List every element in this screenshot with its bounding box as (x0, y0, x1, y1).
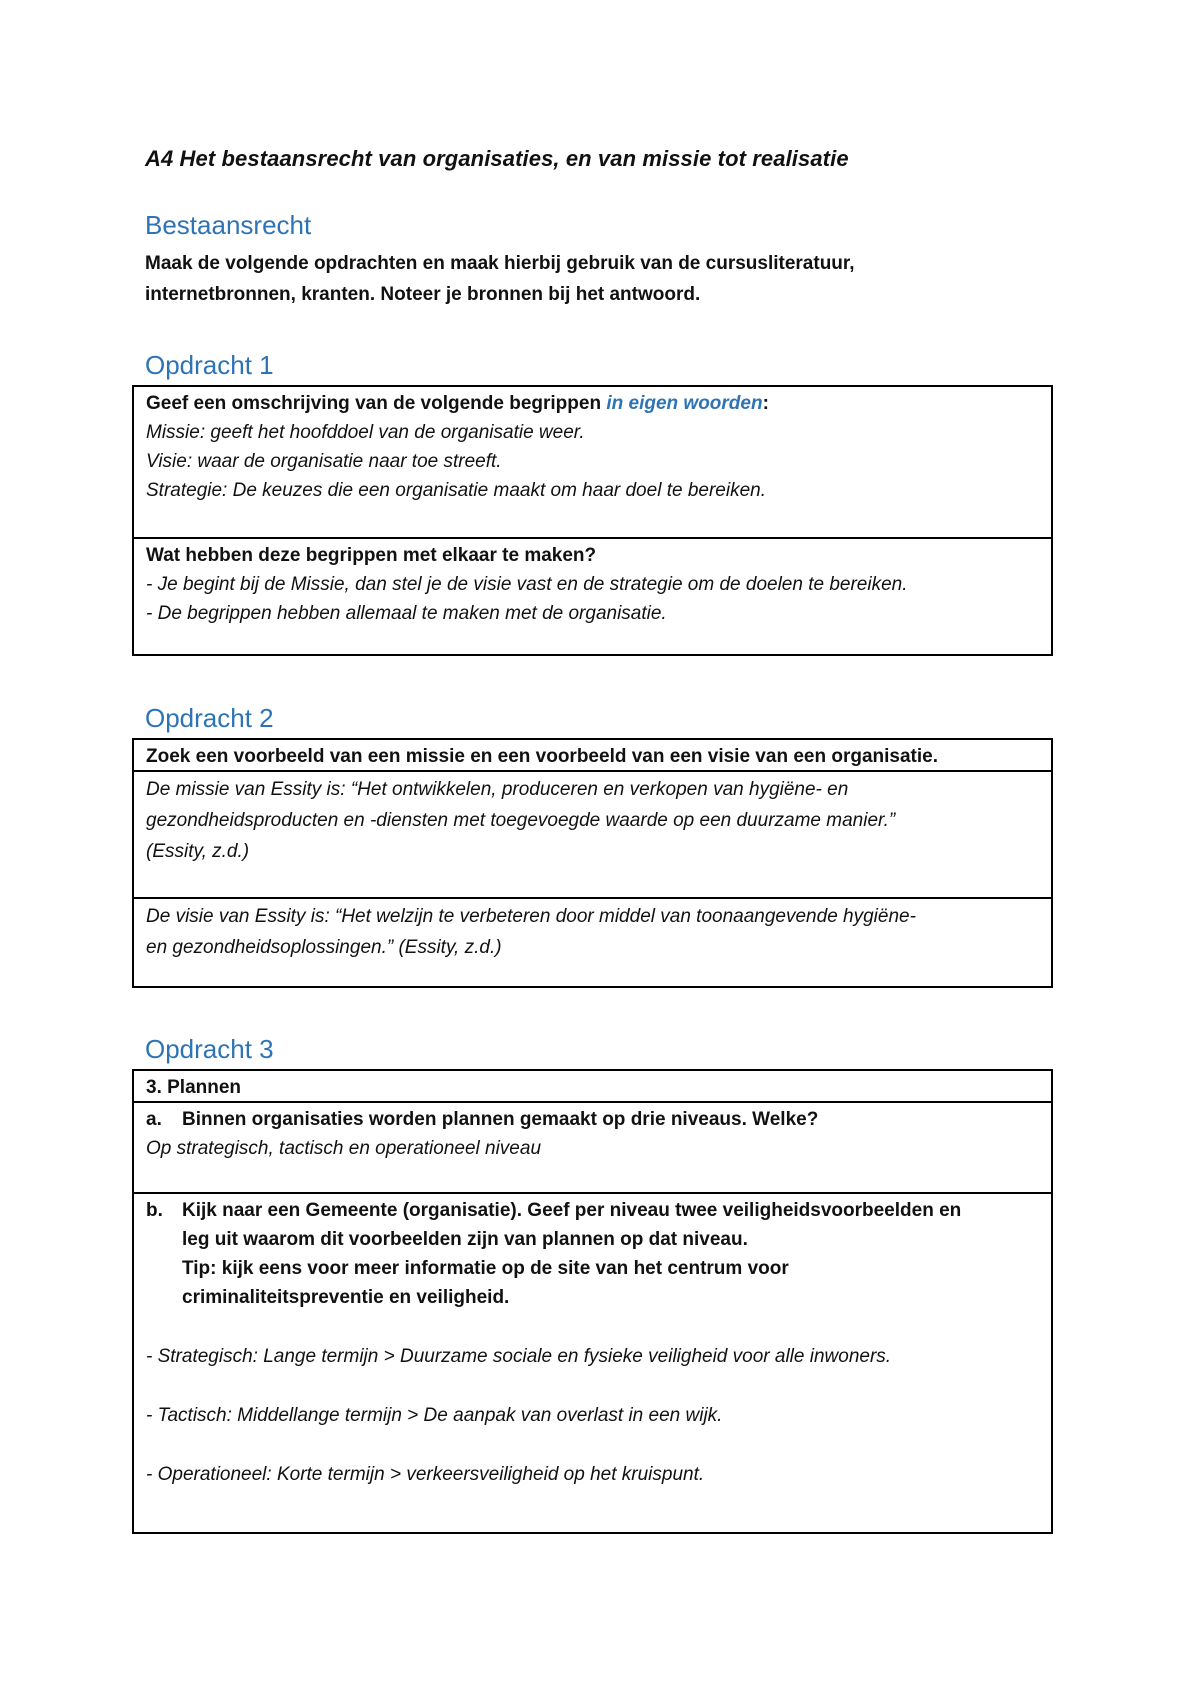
opdracht-3-cell-header (134, 1071, 1051, 1103)
intro-paragraph (145, 248, 1045, 310)
list-marker: a. (146, 1109, 162, 1130)
opdracht-2-cell-question (134, 740, 1051, 772)
answer-line: Op strategisch, tactisch en operationeel niveau (146, 1138, 542, 1159)
question: Zoek een voorbeeld van een missie en een voorbeeld van een visie van een organisatie. (146, 746, 938, 767)
opdracht-3-heading: Opdracht 3 (145, 1034, 274, 1064)
answer-line: De missie van Essity is: “Het ontwikkelen, produceren en verkopen van hygiëne- en (146, 779, 849, 800)
answer-line: - Je begint bij de Missie, dan stel je de visie vast en de strategie om de doelen te bereiken. (146, 574, 908, 595)
intro-line: Maak de volgende opdrachten en maak hierbij gebruik van de cursusliteratuur, (145, 253, 855, 274)
answer-line: en gezondheidsoplossingen.” (Essity, z.d.) (146, 937, 502, 958)
opdracht-2-cell-visie (134, 899, 1051, 963)
question (182, 1196, 1040, 1312)
table-header: 3. Plannen (146, 1077, 242, 1098)
question (146, 389, 1040, 418)
answer-line: gezondheidsproducten en -diensten met toegevoegde waarde op een duurzame manier.” (146, 810, 896, 831)
intro-line: internetbronnen, kranten. Noteer je bronnen bij het antwoord. (145, 284, 701, 305)
question-text: Geef een omschrijving van de volgende begrippen (146, 393, 607, 414)
opdracht-1-table (132, 385, 1053, 656)
opdracht-3-table (132, 1069, 1053, 1534)
list-marker: b. (146, 1200, 163, 1221)
section-heading: Bestaansrecht (145, 210, 312, 240)
list-item-b (146, 1196, 1040, 1312)
opdracht-2-cell-missie (134, 772, 1051, 899)
opdracht-3-cell-b (134, 1194, 1051, 1489)
opdracht-1-cell-begrippen (134, 387, 1051, 539)
answer-line: - Operationeel: Korte termijn > verkeersveiligheid op het kruispunt. (146, 1464, 705, 1485)
opdracht-1-heading: Opdracht 1 (145, 350, 274, 380)
list-item-a (146, 1105, 1040, 1134)
opdracht-3-cell-a (134, 1103, 1051, 1194)
opdracht-1-cell-samenhang (134, 539, 1051, 628)
answer-line: (Essity, z.d.) (146, 841, 250, 862)
answer-line: Strategie: De keuzes die een organisatie maakt om haar doel te bereiken. (146, 480, 766, 501)
question-suffix: : (762, 393, 769, 414)
question-line: Tip: kijk eens voor meer informatie op de site van het centrum voor (182, 1258, 789, 1279)
answer-line: Missie: geeft het hoofddoel van de organisatie weer. (146, 422, 585, 443)
opdracht-2-heading: Opdracht 2 (145, 703, 274, 733)
answer-line: - Strategisch: Lange termijn > Duurzame sociale en fysieke veiligheid voor alle inwoners. (146, 1346, 892, 1367)
opdracht-2-table (132, 738, 1053, 988)
question-highlight: in eigen woorden (606, 393, 763, 414)
document-title: A4 Het bestaansrecht van organisaties, en van missie tot realisatie (145, 146, 849, 171)
answer-line: De visie van Essity is: “Het welzijn te verbeteren door middel van toonaangevende hygiëne- (146, 906, 916, 927)
answer-line: - De begrippen hebben allemaal te maken met de organisatie. (146, 603, 667, 624)
question: Wat hebben deze begrippen met elkaar te maken? (146, 545, 597, 566)
answer-line: Visie: waar de organisatie naar toe streeft. (146, 451, 502, 472)
question-line: Kijk naar een Gemeente (organisatie). Geef per niveau twee veiligheidsvoorbeelden en (182, 1200, 962, 1221)
question-line: criminaliteitspreventie en veiligheid. (182, 1287, 510, 1308)
question-line: leg uit waarom dit voorbeelden zijn van plannen op dat niveau. (182, 1229, 748, 1250)
question: Binnen organisaties worden plannen gemaakt op drie niveaus. Welke? (182, 1109, 819, 1130)
answer-line: - Tactisch: Middellange termijn > De aanpak van overlast in een wijk. (146, 1405, 723, 1426)
